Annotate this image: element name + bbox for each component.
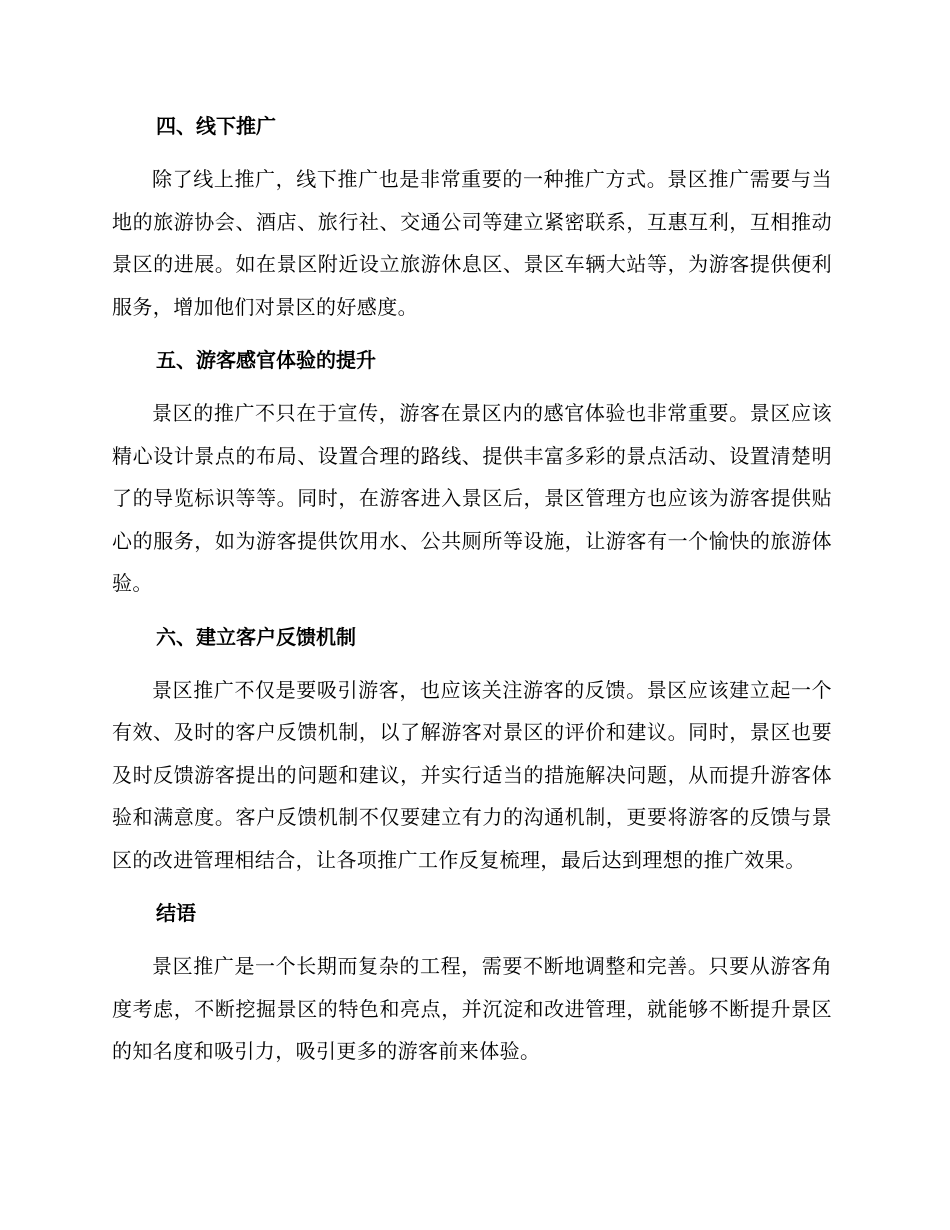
section-paragraph-offline-promotion: 除了线上推广，线下推广也是非常重要的一种推广方式。景区推广需要与当地的旅游协会、酒店、旅行社、交通公司等建立紧密联系，互惠互利，互相推动景区的进展。如在景区附近设立旅游休息区、景区车辆大站等，为游客提供便利服务，增加他们对景区的好感度。 [112, 167, 832, 319]
section-heading-offline-promotion: 四、线下推广 [156, 114, 276, 138]
document-body [112, 108, 832, 1087]
section-paragraph-conclusion: 景区推广是一个长期而复杂的工程，需要不断地调整和完善。只要从游客角度考虑，不断挖掘景区的特色和亮点，并沉淀和改进管理，就能够不断提升景区的知名度和吸引力，吸引更多的游客前来体验。 [112, 954, 832, 1063]
section-heading-sensory-experience: 五、游客感官体验的提升 [156, 348, 376, 372]
section-heading-conclusion: 结语 [156, 901, 196, 925]
section-paragraph-feedback-mechanism: 景区推广不仅是要吸引游客，也应该关注游客的反馈。景区应该建立起一个有效、及时的客户反馈机制，以了解游客对景区的评价和建议。同时，景区也要及时反馈游客提出的问题和建议，并实行适当的措施解决问题，从而提升游客体验和满意度。客户反馈机制不仅要建立有力的沟通机制，更要将游客的反馈与景区的改进管理相结合，让各项推广工作反复梳理，最后达到理想的推广效果。 [112, 677, 832, 872]
section-paragraph-sensory-experience: 景区的推广不只在于宣传，游客在景区内的感官体验也非常重要。景区应该精心设计景点的布局、设置合理的路线、提供丰富多彩的景点活动、设置清楚明了的导览标识等等。同时，在游客进入景区后，景区管理方也应该为游客提供贴心的服务，如为游客提供饮用水、公共厕所等设施，让游客有一个愉快的旅游体验。 [112, 401, 832, 595]
section-heading-feedback-mechanism: 六、建立客户反馈机制 [156, 624, 356, 649]
